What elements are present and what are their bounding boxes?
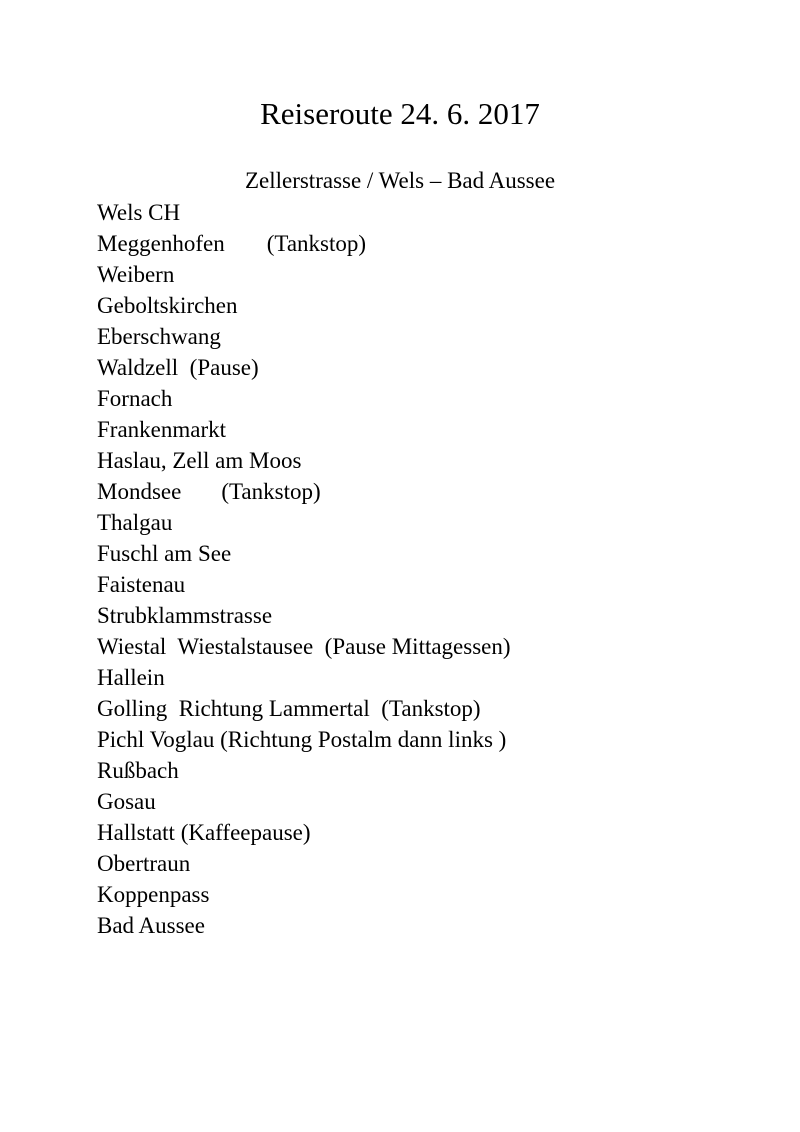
stop-place: Koppenpass (97, 882, 210, 907)
route-stop (97, 538, 511, 569)
route-stop (97, 352, 511, 383)
stop-place: Eberschwang (97, 324, 221, 349)
route-stop (97, 414, 511, 445)
page-title: Reiseroute 24. 6. 2017 (260, 96, 540, 131)
stop-place: Haslau, Zell am Moos (97, 448, 302, 473)
route-stop (97, 879, 511, 910)
stop-place: Hallstatt (97, 820, 175, 845)
route-stop (97, 383, 511, 414)
stop-place: Geboltskirchen (97, 293, 238, 318)
route-stop (97, 445, 511, 476)
route-subtitle: Zellerstrasse / Wels – Bad Aussee (244, 168, 556, 193)
route-stop (97, 600, 511, 631)
route-stop (97, 786, 511, 817)
stop-place: Mondsee (97, 479, 182, 504)
route-stop (97, 631, 511, 662)
stop-note: (Pause Mittagessen) (324, 634, 511, 659)
stop-place: Bad Aussee (97, 913, 205, 938)
route-stop (97, 662, 511, 693)
stop-place: Strubklammstrasse (97, 603, 273, 628)
route-stop (97, 724, 511, 755)
stop-place: Rußbach (97, 758, 179, 783)
route-stop (97, 228, 511, 259)
route-stop (97, 197, 511, 228)
stop-place: Golling Richtung Lammertal (97, 696, 370, 721)
stop-note: (Pause) (189, 355, 259, 380)
route-stop (97, 507, 511, 538)
stop-place: Fuschl am See (97, 541, 232, 566)
route-stop (97, 910, 511, 941)
stop-note: (Tankstop) (381, 696, 481, 721)
route-stop (97, 290, 511, 321)
stop-note: (Tankstop) (221, 479, 321, 504)
stop-place: Pichl Voglau (97, 727, 215, 752)
stop-place: Hallein (97, 665, 165, 690)
stop-place: Wiestal Wiestalstausee (97, 634, 314, 659)
stop-note: (Tankstop) (266, 231, 367, 256)
stop-place: Frankenmarkt (97, 417, 227, 442)
route-stop (97, 321, 511, 352)
route-stop (97, 755, 511, 786)
stop-place: Waldzell (97, 355, 179, 380)
stop-place: Obertraun (97, 851, 191, 876)
stop-place: Meggenhofen (97, 231, 225, 256)
stop-place: Wels CH (97, 200, 181, 225)
stop-place: Gosau (97, 789, 156, 814)
route-stop (97, 693, 511, 724)
stop-note: (Kaffeepause) (180, 820, 311, 845)
stop-note: (Richtung Postalm dann links ) (220, 727, 507, 752)
stop-place: Fornach (97, 386, 173, 411)
route-stop (97, 817, 511, 848)
route-stop-list (97, 197, 511, 941)
route-stop (97, 569, 511, 600)
stop-place: Weibern (97, 262, 175, 287)
route-stop (97, 259, 511, 290)
stop-place: Thalgau (97, 510, 173, 535)
stop-place: Faistenau (97, 572, 186, 597)
route-stop (97, 848, 511, 879)
route-stop (97, 476, 511, 507)
